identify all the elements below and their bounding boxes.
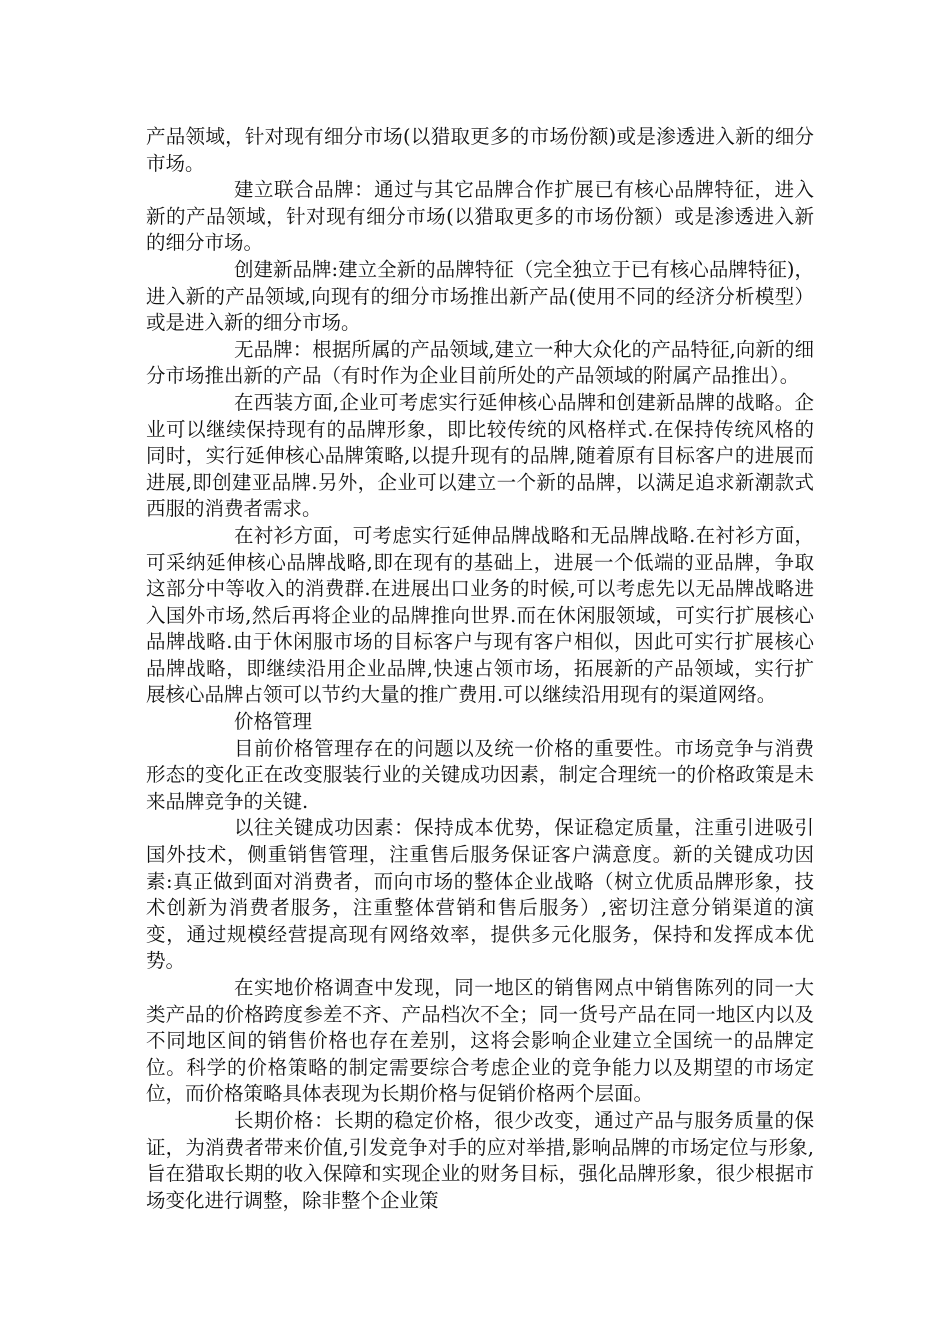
document-page [146, 124, 814, 1214]
paragraph-no-brand: 无品牌：根据所属的产品领域,建立一种大众化的产品特征,向新的细分市场推出新的产品（有时作为企业目前所处的产品领域的附属产品推出）。 [146, 337, 814, 388]
paragraph-new-brand: 创建新品牌:建立全新的品牌特征（完全独立于已有核心品牌特征)，进入新的产品领域,向现有的细分市场推出新产品(使用不同的经济分析模型）或是进入新的细分市场。 [146, 257, 814, 335]
paragraph-price-issues: 目前价格管理存在的问题以及统一价格的重要性。市场竞争与消费形态的变化正在改变服装行业的关键成功因素，制定合理统一的价格政策是未来品牌竞争的关键. [146, 736, 814, 813]
paragraph-joint-brand: 建立联合品牌：通过与其它品牌合作扩展已有核心品牌特征，进入新的产品领域，针对现有细分市场(以猎取更多的市场份额）或是渗透进入新的细分市场。 [146, 178, 814, 255]
paragraph-price-survey: 在实地价格调查中发现，同一地区的销售网点中销售陈列的同一大类产品的价格跨度参差不齐、产品档次不全；同一货号产品在同一地区内以及不同地区间的销售价格也存在差别，这将会影响企业建立全国统一的品牌定位。科学的价格策略的制定需要综合考虑企业的竞争能力以及期望的市场定位，而价格策略具体表现为长期价格与促销价格两个层面。 [146, 976, 814, 1106]
paragraph-long-term-price: 长期价格：长期的稳定价格，很少改变，通过产品与服务质量的保证，为消费者带来价值,引发竞争对手的应对举措,影响品牌的市场定位与形象,旨在猎取长期的收入保障和实现企业的财务目标，强化品牌形象，很少根据市场变化进行调整，除非整个企业策 [146, 1108, 814, 1212]
paragraph-suits: 在西装方面,企业可考虑实行延伸核心品牌和创建新品牌的战略。企业可以继续保持现有的品牌形象，即比较传统的风格样式.在保持传统风格的同时，实行延伸核心品牌策略,以提升现有的品牌,随着原有目标客户的进展而进展,即创建亚品牌.另外，企业可以建立一个新的品牌，以满足追求新潮款式西服的消费者需求。 [146, 390, 814, 521]
section-heading-price-management: 价格管理 [234, 710, 313, 734]
paragraph-success-factors: 以往关键成功因素：保持成本优势，保证稳定质量，注重引进吸引国外技术，侧重销售管理，注重售后服务保证客户满意度。新的关键成功因素:真正做到面对消费者，而向市场的整体企业战略（树立优质品牌形象，技术创新为消费者服务，注重整体营销和售后服务）,密切注意分销渠道的演变，通过规模经营提高现有网络效率，提供多元化服务，保持和发挥成本优势。 [146, 816, 814, 973]
paragraph-shirts: 在衬衫方面，可考虑实行延伸品牌战略和无品牌战略.在衬衫方面，可采纳延伸核心品牌战略,即在现有的基础上，进展一个低端的亚品牌，争取这部分中等收入的消费群.在进展出口业务的时候,可以考虑先以无品牌战略进入国外市场,然后再将企业的品牌推向世界.而在休闲服领域，可实行扩展核心品牌战略.由于休闲服市场的目标客户与现有客户相似，因此可实行扩展核心品牌战略，即继续沿用企业品牌,快速占领市场，拓展新的产品领域，实行扩展核心品牌占领可以节约大量的推广费用.可以继续沿用现有的渠道网络。 [146, 523, 814, 707]
paragraph-1: 产品领域，针对现有细分市场(以猎取更多的市场份额)或是渗透进入新的细分市场。 [146, 125, 814, 175]
